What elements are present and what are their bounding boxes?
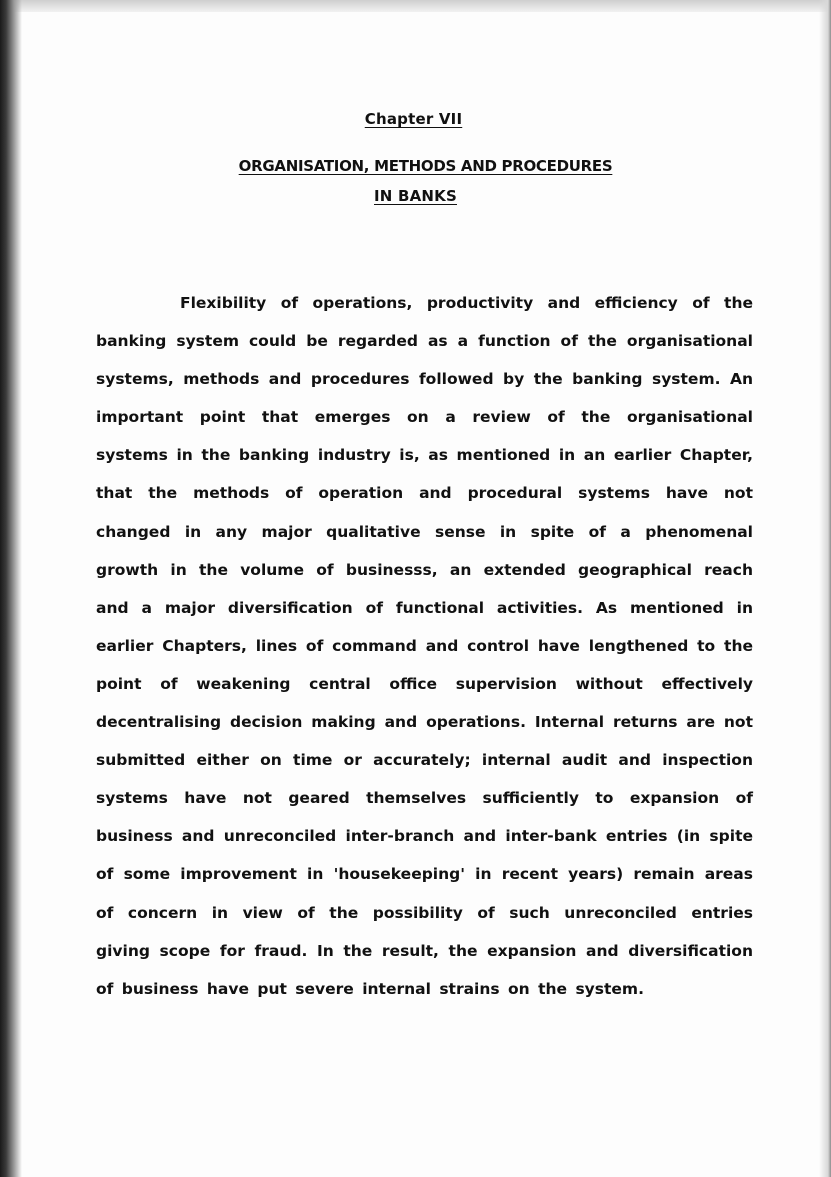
chapter-title-line-2: IN BANKS — [374, 187, 457, 205]
page-right-edge-shadow — [819, 0, 831, 1177]
chapter-heading: Chapter VII — [364, 110, 463, 128]
page-binding-shadow — [0, 0, 22, 1177]
chapter-title-line-1: ORGANISATION, METHODS AND PROCEDURES — [238, 157, 613, 175]
page-top-edge-shadow — [0, 0, 831, 12]
body-paragraph: Flexibility of operations, productivity and efficiency of the banking system could be regarded as a function of the organisational systems, methods and procedures followed by the banking system. An important point that emerges on a review of the organisational systems in the banking industry is, as mentioned in an earlier Chapter, that the methods of operation and procedural systems have not changed in any major qualitative sense in spite of a phenomenal growth in the volume of businesss, an extended geographical reach and a major diversification of functional activities. As mentioned in earlier Chapters, lines of command and control have lengthened to the point of weakening central office supervision without effectively decentralising decision making and operations. Internal returns are not submitted either on time or accurately; internal audit and inspection systems have not geared themselves sufficiently to expansion of business and unreconciled inter-branch and inter-bank entries (in spite of some improvement in 'housekeeping' in recent years) remain areas of concern in view of the possibility of such unreconciled entries giving scope for fraud. In the result, the expansion and diversification of business have put severe internal strains on the system. — [96, 294, 753, 998]
